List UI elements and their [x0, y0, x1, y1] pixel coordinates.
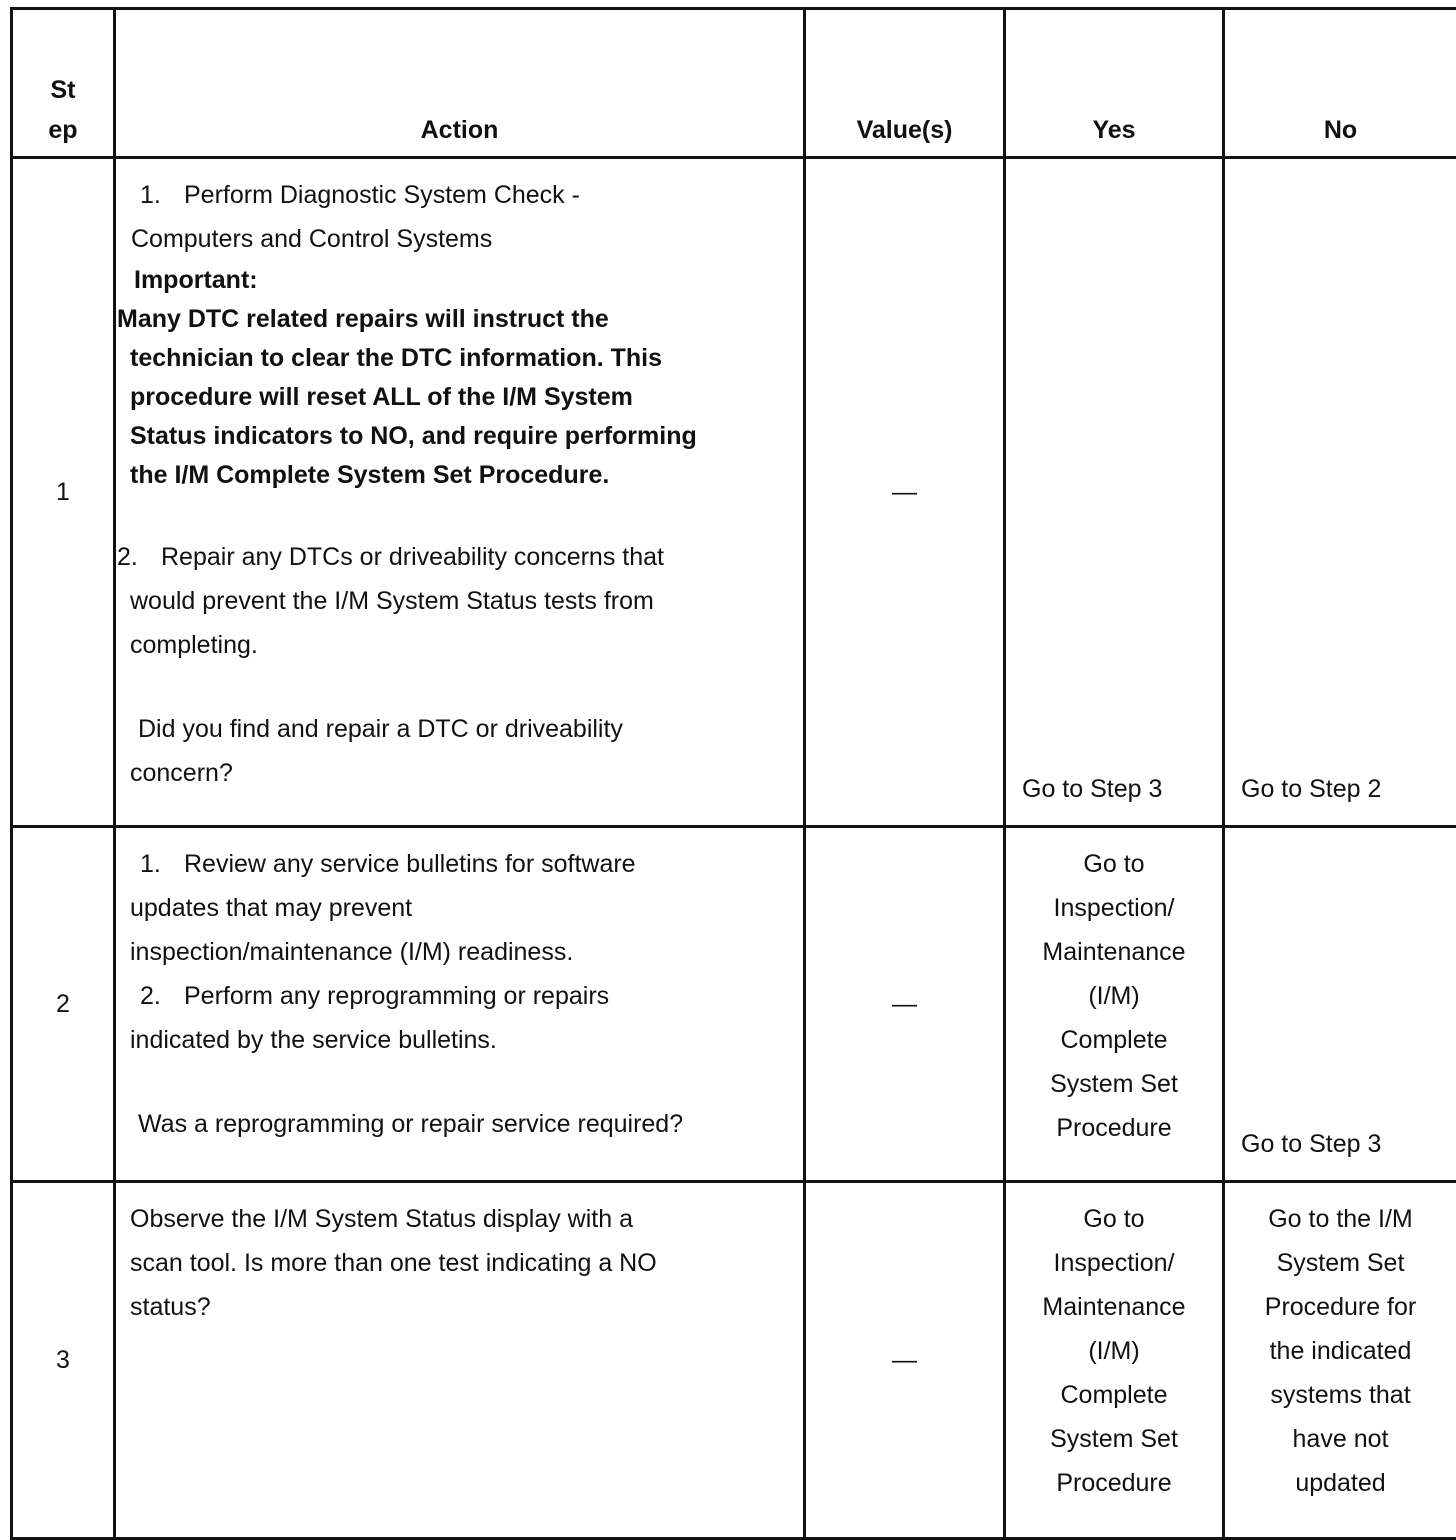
yes-line: Inspection/	[1006, 886, 1222, 930]
important-text: Many DTC related repairs will instruct the	[117, 300, 793, 339]
step-number: 1	[12, 158, 115, 827]
yes-cell	[1005, 1182, 1224, 1539]
action-text: Review any service bulletins for software	[184, 850, 636, 878]
value-cell: —	[805, 827, 1005, 1182]
yes-line: Maintenance	[1006, 1285, 1222, 1329]
table-row	[12, 158, 1456, 827]
action-question: Did you find and repair a DTC or driveability	[130, 707, 793, 751]
no-line: Procedure for	[1225, 1285, 1456, 1329]
yes-cell: Go to Step 3	[1005, 158, 1224, 827]
action-text: inspection/maintenance (I/M) readiness.	[130, 930, 793, 974]
no-line: have not	[1225, 1417, 1456, 1461]
important-text: Status indicators to NO, and require performing	[130, 417, 793, 456]
action-item	[130, 974, 793, 1018]
item-number: 2.	[134, 974, 184, 1018]
action-text: updates that may prevent	[130, 886, 793, 930]
yes-line: (I/M)	[1006, 974, 1222, 1018]
action-item	[130, 173, 793, 217]
action-text: indicated by the service bulletins.	[130, 1018, 793, 1062]
value-cell: —	[805, 158, 1005, 827]
no-cell: Go to Step 3	[1224, 827, 1456, 1182]
header-row	[12, 9, 1456, 158]
yes-line: Procedure	[1006, 1106, 1222, 1150]
item-number: 1.	[134, 173, 184, 217]
action-question: Was a reprogramming or repair service required?	[130, 1102, 793, 1146]
action-text: completing.	[130, 623, 793, 667]
action-cell	[115, 827, 805, 1182]
action-text: Repair any DTCs or driveability concerns that	[161, 543, 664, 571]
header-step	[12, 9, 115, 158]
value-cell: —	[805, 1182, 1005, 1539]
header-step-line2: ep	[13, 110, 113, 150]
yes-line: Maintenance	[1006, 930, 1222, 974]
important-text: procedure will reset ALL of the I/M System	[130, 378, 793, 417]
yes-line: Inspection/	[1006, 1241, 1222, 1285]
yes-cell	[1005, 827, 1224, 1182]
no-cell: Go to Step 2	[1224, 158, 1456, 827]
no-line: systems that	[1225, 1373, 1456, 1417]
action-text: scan tool. Is more than one test indicating a NO	[130, 1241, 793, 1285]
important-label: Important:	[130, 261, 793, 300]
yes-line: Go to	[1006, 1197, 1222, 1241]
action-item	[130, 842, 793, 886]
item-number: 2.	[117, 535, 161, 579]
diagnostic-table	[10, 7, 1456, 1540]
no-line: updated	[1225, 1461, 1456, 1505]
step-number: 3	[12, 1182, 115, 1539]
action-text: Computers and Control Systems	[130, 217, 793, 261]
action-cell	[115, 158, 805, 827]
no-cell	[1224, 1182, 1456, 1539]
yes-line: Complete	[1006, 1018, 1222, 1062]
table-row	[12, 827, 1456, 1182]
yes-line: System Set	[1006, 1062, 1222, 1106]
action-text: would prevent the I/M System Status tests from	[130, 579, 793, 623]
action-question: concern?	[130, 751, 793, 795]
header-step-line1: St	[13, 70, 113, 110]
action-text: Observe the I/M System Status display with a	[130, 1197, 793, 1241]
yes-line: System Set	[1006, 1417, 1222, 1461]
yes-line: Complete	[1006, 1373, 1222, 1417]
yes-line: (I/M)	[1006, 1329, 1222, 1373]
header-yes: Yes	[1005, 9, 1224, 158]
action-text: status?	[130, 1285, 793, 1329]
header-action: Action	[115, 9, 805, 158]
important-text: technician to clear the DTC information. This	[130, 339, 793, 378]
no-line: the indicated	[1225, 1329, 1456, 1373]
no-line: Go to the I/M	[1225, 1197, 1456, 1241]
action-text: Perform Diagnostic System Check -	[184, 181, 580, 209]
yes-line: Procedure	[1006, 1461, 1222, 1505]
important-text: the I/M Complete System Set Procedure.	[130, 456, 793, 495]
action-item	[117, 535, 793, 579]
step-number: 2	[12, 827, 115, 1182]
table-row	[12, 1182, 1456, 1539]
header-values: Value(s)	[805, 9, 1005, 158]
item-number: 1.	[134, 842, 184, 886]
header-no: No	[1224, 9, 1456, 158]
yes-line: Go to	[1006, 842, 1222, 886]
no-line: System Set	[1225, 1241, 1456, 1285]
action-cell	[115, 1182, 805, 1539]
action-text: Perform any reprogramming or repairs	[184, 982, 609, 1010]
